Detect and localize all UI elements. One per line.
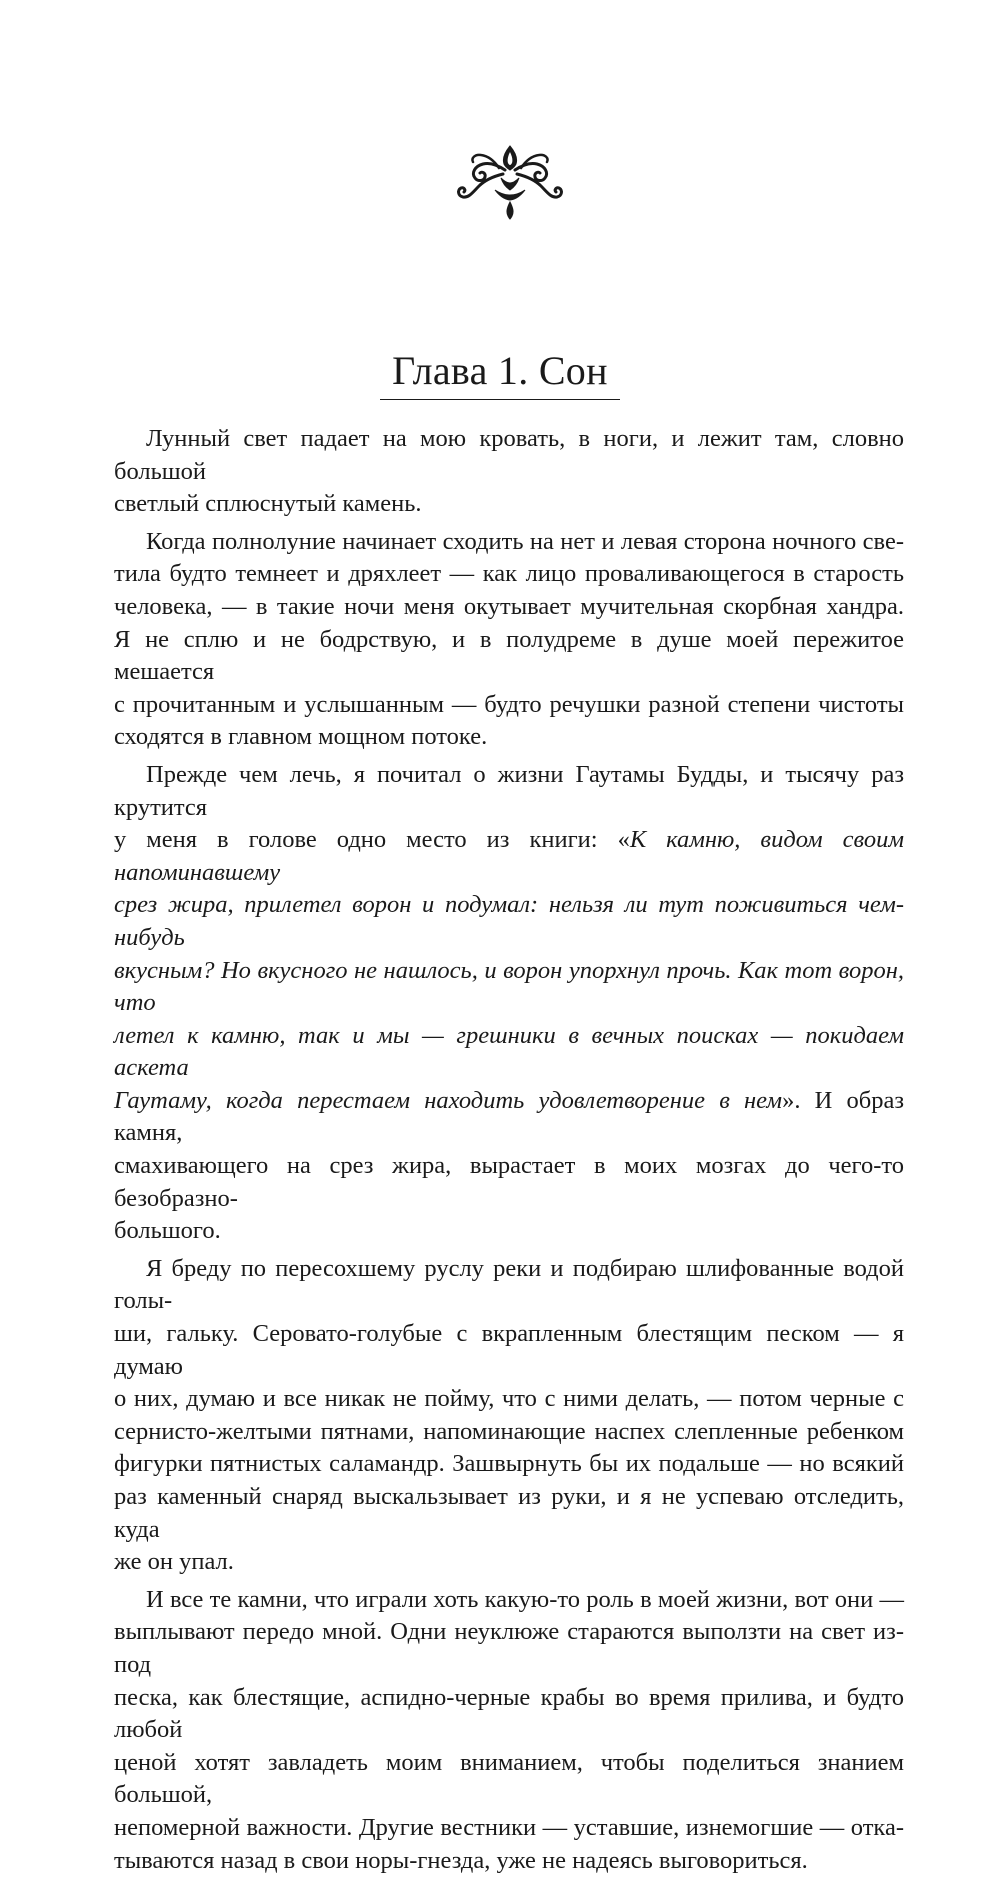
text-line: Я бреду по пересохшему руслу реки и подбираю шлифованные водой голы-	[114, 1254, 904, 1315]
text-line: Я не сплю и не бодрствую, и в полудреме в душе моей пережитое мешается	[114, 625, 904, 686]
chapter-title-text: Глава 1. Сон	[380, 347, 620, 400]
text-line: тила будто темнеет и дряхлеет — как лицо проваливающегося в старость	[114, 560, 904, 588]
text-line	[114, 889, 904, 954]
paragraph-5	[114, 1584, 904, 1877]
chapter-title	[0, 347, 1000, 400]
text-line: И все те камни, что играли хоть какую-то роль в моей жизни, вот они —	[146, 1585, 904, 1613]
chapter-text	[114, 423, 904, 1882]
text-line: сходятся в главном мощном потоке.	[114, 723, 488, 751]
text-line: о них, думаю и все никак не пойму, что с ними делать, — потом черные с	[114, 1385, 904, 1413]
text-line: ценой хотят завладеть моим вниманием, чтобы поделиться знанием большой,	[114, 1748, 904, 1809]
text-line: большого.	[114, 1217, 221, 1245]
text-line: песка, как блестящие, аспидно-черные крабы во время прилива, и будто любой	[114, 1683, 904, 1744]
text-plain: у меня в голове одно место из книги: «	[114, 826, 630, 854]
quote-text: К камню, видом своим напоминавшему	[114, 826, 904, 886]
text-line	[114, 955, 904, 1020]
text-line: выплывают передо мной. Одни неуклюже стараются выползти на свет из-под	[114, 1618, 904, 1678]
quote-text: летел к камню, так и мы — грешники в вечных поисках — покидаем аскета	[114, 1021, 904, 1082]
text-line: тываются назад в свои норы-гнезда, уже не надеясь выговориться.	[114, 1846, 808, 1874]
text-line: ши, гальку. Серовато-голубые с вкрапленным блестящим песком — я думаю	[114, 1320, 904, 1380]
floral-ornament-icon	[455, 140, 565, 225]
paragraph-3	[114, 759, 904, 1248]
text-line: с прочитанным и услышанным — будто речушки разной степени чистоты	[114, 690, 904, 718]
text-line: раз каменный снаряд выскальзывает из руки, и я не успеваю отследить, куда	[114, 1483, 904, 1543]
text-line: смахивающего на срез жира, вырастает в моих мозгах до чего-то безобразно-	[114, 1152, 904, 1212]
text-line: Лунный свет падает на мою кровать, в ноги, и лежит там, словно большой	[114, 425, 904, 485]
text-plain: ». И образ камня,	[114, 1086, 904, 1147]
text-line: сернисто-желтыми пятнами, напоминающие наспех слепленные ребенком	[114, 1417, 904, 1445]
paragraph-4	[114, 1253, 904, 1579]
quote-text: Гаутаму, когда перестаем находить удовлетворение в нем	[114, 1086, 783, 1114]
text-line: человека, — в такие ночи меня окутывает мучительная скорбная хандра.	[114, 592, 904, 620]
text-line	[114, 1020, 904, 1085]
paragraph-1	[114, 423, 904, 521]
text-line: же он упал.	[114, 1548, 234, 1576]
text-line	[114, 1085, 904, 1150]
text-line: Когда полнолуние начинает сходить на нет и левая сторона ночного све-	[146, 527, 904, 555]
text-line: светлый сплюснутый камень.	[114, 490, 422, 518]
paragraph-2	[114, 526, 904, 754]
quote-text: срез жира, прилетел ворон и подумал: нельзя ли тут поживиться чем-нибудь	[114, 891, 904, 951]
quote-text: вкусным? Но вкусного не нашлось, и ворон упорхнул прочь. Как тот ворон, что	[114, 956, 904, 1017]
text-line: фигурки пятнистых саламандр. Зашвырнуть бы их подальше — но всякий	[114, 1450, 904, 1478]
text-line	[114, 824, 904, 889]
text-line: Прежде чем лечь, я почитал о жизни Гаутамы Будды, и тысячу раз крутится	[114, 760, 904, 821]
text-line: непомерной важности. Другие вестники — уставшие, изнемогшие — отка-	[114, 1813, 904, 1841]
